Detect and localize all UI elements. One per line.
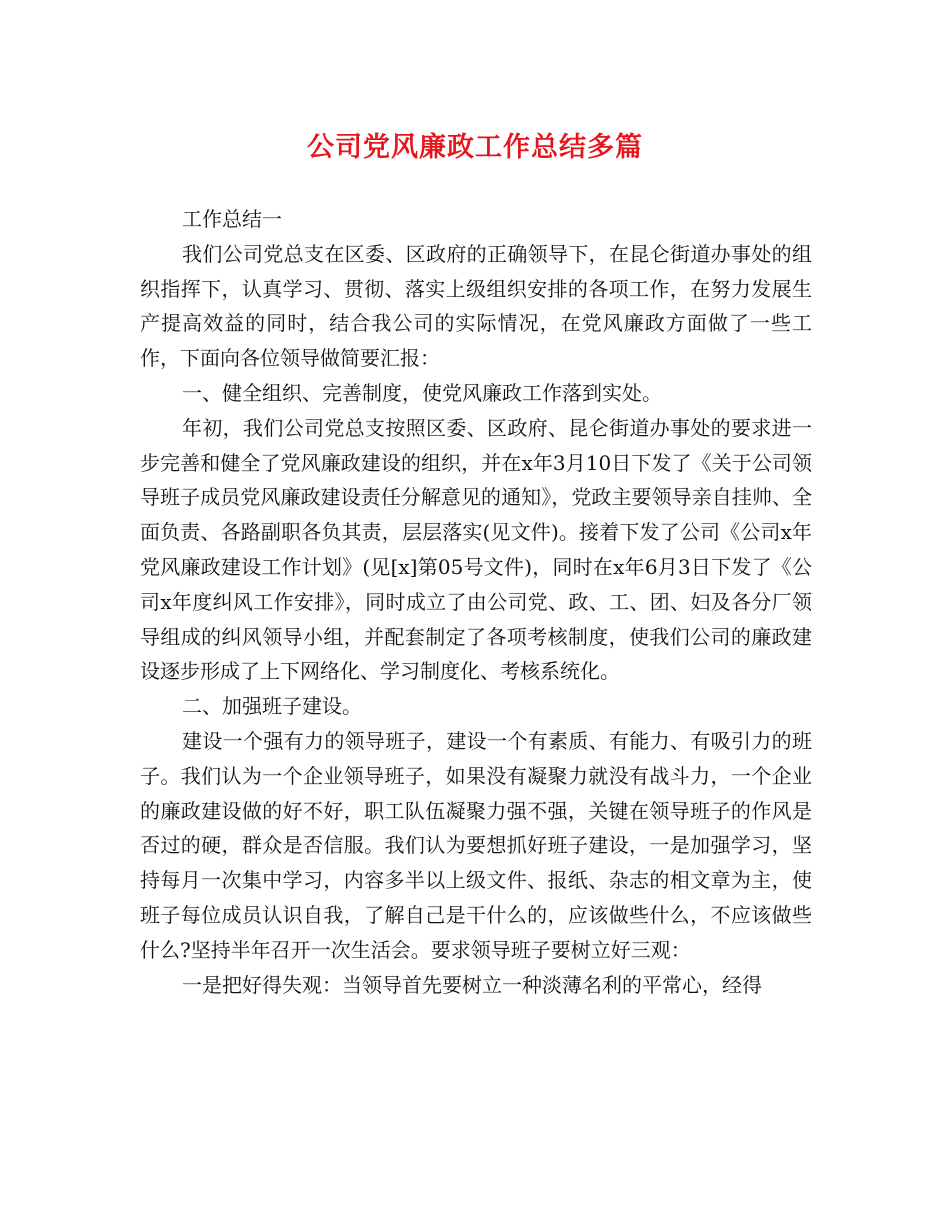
paragraph: 一、健全组织、完善制度，使党风廉政工作落到实处。	[182, 380, 662, 405]
paragraph: 二、加强班子建设。	[182, 694, 362, 719]
document-title: 公司党风廉政工作总结多篇	[307, 132, 643, 163]
paragraph: 工作总结一	[182, 207, 282, 231]
paragraph: 年初，我们公司党总支按照区委、区政府、昆仑街道办事处的要求进一步完善和健全了党风廉政建设的组织，并在x年3月10日下发了《关于公司领导班子成员党风廉政建设责任分解意见的通知》，党政主要领导亲自挂帅、全面负责、各路副职各负其责，层层落实(见文件)。接着下发了公司《公司x年党风廉政建设工作计划》(见[x]第05号文件)，同时在x年6月3日下发了《公司x年度纠风工作安排》，同时成立了由公司党、政、工、团、妇及各分厂领导组成的纠风领导小组，并配套制定了各项考核制度，使我们公司的廉政建设逐步形成了上下网络化、学习制度化、考核系统化。	[140, 415, 812, 684]
document-body	[140, 202, 812, 1002]
paragraph: 我们公司党总支在区委、区政府的正确领导下，在昆仑街道办事处的组织指挥下，认真学习、贯彻、落实上级组织安排的各项工作，在努力发展生产提高效益的同时，结合我公司的实际情况，在党风廉政方面做了一些工作，下面向各位领导做简要汇报：	[140, 241, 812, 371]
paragraph: 建设一个强有力的领导班子，建设一个有素质、有能力、有吸引力的班子。我们认为一个企业领导班子，如果没有凝聚力就没有战斗力，一个企业的廉政建设做的好不好，职工队伍凝聚力强不强，关键在领导班子的作风是否过的硬，群众是否信服。我们认为要想抓好班子建设，一是加强学习，坚持每月一次集中学习，内容多半以上级文件、报纸、杂志的相文章为主，使班子每位成员认识自我，了解自己是干什么的，应该做些什么，不应该做些什么?坚持半年召开一次生活会。要求领导班子要树立好三观：	[140, 728, 812, 962]
paragraph: 一是把好得失观：当领导首先要树立一种淡薄名利的平常心，经得	[182, 972, 762, 997]
